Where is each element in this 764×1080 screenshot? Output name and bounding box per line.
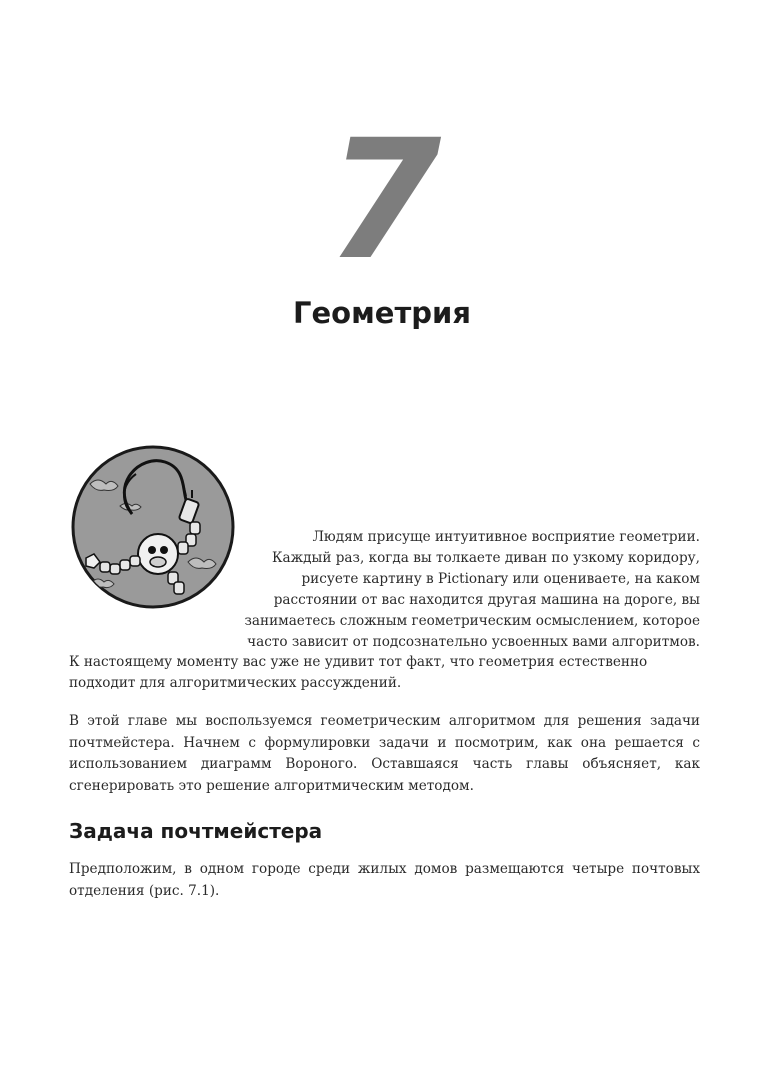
intro-line-4: расстоянии от вас находится другая машина на дороге, вы <box>273 592 700 608</box>
intro-line-5: занимаетесь сложным геометрическим осмыслением, которое <box>244 613 700 629</box>
intro-line-3: рисуете картину в Pictionary или оцениваете, на каком <box>301 571 700 587</box>
section-heading: Задача почтмейстера <box>69 819 323 843</box>
intro-line-1: Людям присуще интуитивное восприятие геометрии. <box>312 529 700 545</box>
intro-continuation-1: К настоящему моменту вас уже не удивит тот факт, что геометрия естественно <box>69 654 648 670</box>
section-paragraph: Предположим, в одном городе среди жилых домов размещаются четыре почтовых отделения (рис. 7.1). <box>69 861 700 899</box>
chapter-title: Геометрия <box>293 296 471 330</box>
intro-line-6: часто зависит от подсознательно усвоенных вами алгоритмов. <box>247 634 700 650</box>
intro-line-2: Каждый раз, когда вы толкаете диван по узкому коридору, <box>272 550 700 566</box>
robot-illustration <box>70 444 236 610</box>
intro-continuation-2: подходит для алгоритмических рассуждений. <box>69 675 402 691</box>
paragraph-2: В этой главе мы воспользуемся геометрическим алгоритмом для решения задачи почтмейстера. Начнем с формулировки задачи и посмотрим, как она решается с использованием диаграмм Вороного. Оставшаяся часть главы объясняет, как сгенерировать это решение алгоритмическим методом. <box>69 713 700 794</box>
chapter-number: 7 <box>326 104 438 296</box>
